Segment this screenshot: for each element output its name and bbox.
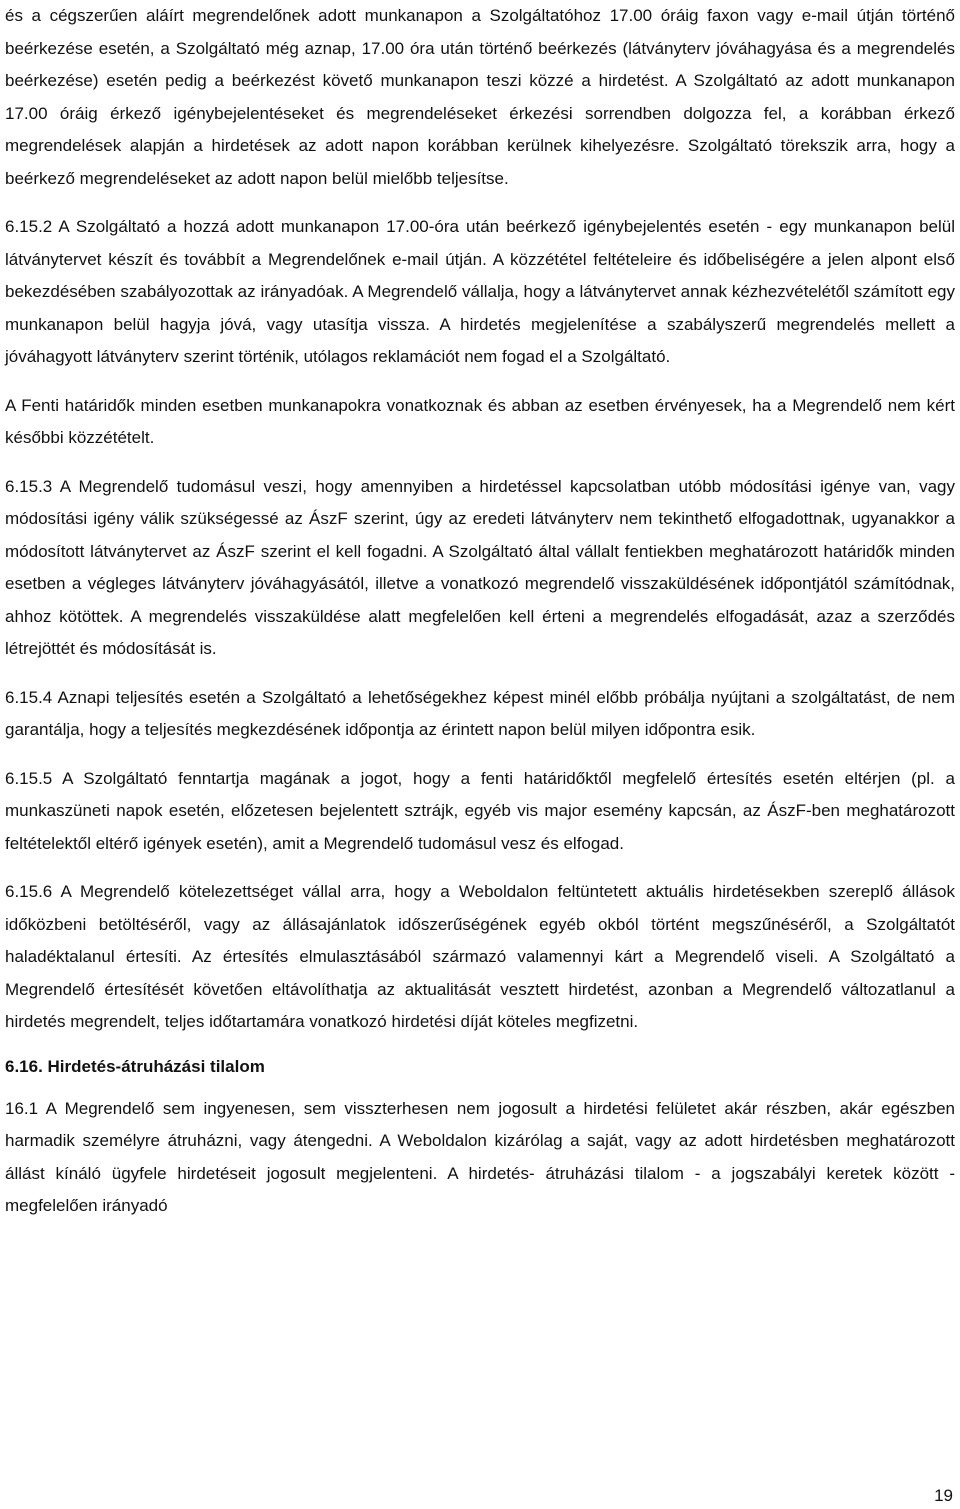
paragraph-continuation: és a cégszerűen aláírt megrendelőnek adott munkanapon a Szolgáltatóhoz 17.00 óráig faxon vagy e-mail útján történő beérkezése esetén, a Szolgáltató még aznap, 17.00 óra után történő beérkezés (látványterv jóváhagyása és a megrendelés beérkezése) esetén pedig a beérkezést követő munkanapon teszi közzé a hirdetést. A Szolgáltató az adott munkanapon 17.00 óráig érkező igénybejelentéseket és megrendeléseket érkezési sorrendben dolgozza fel, a korábban érkező megrendelések alapján a hirdetések az adott napon korábban kerülnek kihelyezésre. Szolgáltató törekszik arra, hogy a beérkező megrendeléseket az adott napon belül mielőbb teljesítse. [5,6,955,188]
page-number: 19 [934,1486,953,1505]
paragraph-deadlines-note: A Fenti határidők minden esetben munkanapokra vonatkoznak és abban az esetben érvényesek, ha a Megrendelő nem kért későbbi közzétételt. [5,395,955,447]
paragraph-6-15-4: 6.15.4 Aznapi teljesítés esetén a Szolgáltató a lehetőségekhez képest minél előbb próbálja nyújtani a szolgáltatást, de nem garantálja, hogy a teljesítés megkezdésének időpontja az érintett napon belül milyen időpontra esik. [5,687,955,739]
paragraph-6-15-5: 6.15.5 A Szolgáltató fenntartja magának a jogot, hogy a fenti határidőktől megfelelő értesítés esetén eltérjen (pl. a munkaszüneti napok esetén, előzetesen bejelentett sztrájk, egyéb vis major esemény kapcsán, az ÁszF-ben meghatározott feltételektől eltérő igények esetén), amit a Megrendelő tudomásul vesz és elfogad. [5,768,955,853]
paragraph-6-15-2: 6.15.2 A Szolgáltató a hozzá adott munkanapon 17.00-óra után beérkező igénybejelentés esetén - egy munkanapon belül látványtervet készít és továbbít a Megrendelőnek e-mail útján. A közzététel feltételeire és időbeliségére a jelen alpont első bekezdésében szabályozottak az irányadóak. A Megrendelő vállalja, hogy a látványtervet annak kézhezvételétől számított egy munkanapon belül hagyja jóvá, vagy utasítja vissza. A hirdetés megjelenítése a szabályszerű megrendelés mellett a jóváhagyott látványterv szerint történik, utólagos reklamációt nem fogad el a Szolgáltató. [5,217,955,366]
paragraph-16-1: 16.1 A Megrendelő sem ingyenesen, sem visszterhesen nem jogosult a hirdetési felületet akár részben, akár egészben harmadik személyre átruházni, vagy átengedni. A Weboldalon kizárólag a saját, vagy az adott hirdetésben meghatározott állást kínáló ügyfele hirdetéseit jogosult megjelenteni. A hirdetés- átruházási tilalom - a jogszabályi keretek között - megfelelően irányadó [5,1098,955,1215]
paragraph-6-15-3: 6.15.3 A Megrendelő tudomásul veszi, hogy amennyiben a hirdetéssel kapcsolatban utóbb módosítási igénye van, vagy módosítási igény válik szükségessé az ÁszF szerint, úgy az eredeti látványterv nem tekinthető elfogadottnak, ugyanakkor a módosított látványtervet az ÁszF szerint el kell fogadni. A Szolgáltató által vállalt fentiekben meghatározott határidők minden esetben a végleges látványterv jóváhagyásától, illetve a vonatkozó megrendelő visszaküldésének időpontjától számítódnak, ahhoz kötöttek. A megrendelés visszaküldése alatt megfelelően kell érteni a megrendelés elfogadását, azaz a szerződés létrejöttét és módosítását is. [5,476,955,658]
document-page [5,0,955,1509]
paragraph-6-15-6: 6.15.6 A Megrendelő kötelezettséget vállal arra, hogy a Weboldalon feltüntetett aktuális hirdetésekben szereplő állások időközbeni betöltéséről, vagy az állásajánlatok időszerűségének egyéb okból történt megszűnéséről, a Szolgáltatót haladéktalanul értesíti. Az értesítés elmulasztásából származó valamennyi kárt a Megrendelő viseli. A Szolgáltató a Megrendelő értesítését követően eltávolíthatja az aktualitását vesztett hirdetést, azonban a Megrendelő változatlanul a hirdetés megrendelt, teljes időtartamára vonatkozó hirdetési díját köteles megfizetni. [5,882,955,1031]
section-heading-6-16: 6.16. Hirdetés-átruházási tilalom [5,1056,265,1076]
